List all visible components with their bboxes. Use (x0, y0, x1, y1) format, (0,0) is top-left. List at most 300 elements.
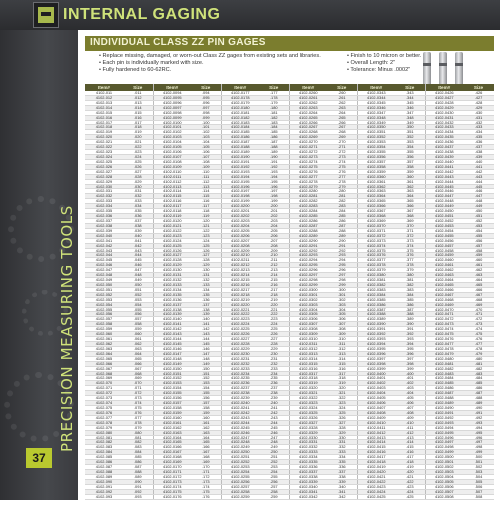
size-cell: .239 (259, 396, 289, 401)
item-number-cell: 4102-0316 (289, 366, 327, 371)
size-cell: .312 (327, 346, 357, 351)
size-cell: .361 (395, 179, 425, 184)
table-body (85, 91, 494, 499)
size-cell: .346 (395, 105, 425, 110)
size-cell: .256 (259, 479, 289, 484)
item-number-cell: 4102-034 (85, 204, 123, 209)
item-number-cell: 4102-0280 (289, 189, 327, 194)
item-number-cell: 4102-0412 (357, 430, 395, 435)
size-cell: .134 (191, 287, 221, 292)
size-cell: .243 (259, 415, 289, 420)
size-cell: .265 (327, 115, 357, 120)
size-cell: .354 (395, 145, 425, 150)
size-cell: .399 (395, 366, 425, 371)
item-number-cell: 4102-0396 (357, 351, 395, 356)
size-cell: .149 (191, 361, 221, 366)
item-number-cell: 4102-0449 (425, 204, 463, 209)
item-number-cell: 4102-067 (85, 366, 123, 371)
item-number-cell: 4102-0499 (425, 450, 463, 455)
size-cell: .222 (259, 312, 289, 317)
size-cell: .364 (395, 194, 425, 199)
size-cell: .473 (463, 322, 494, 327)
item-number-cell: 4102-0120 (153, 218, 191, 223)
item-number-cell: 4102-0185 (221, 130, 259, 135)
item-number-cell: 4102-0287 (289, 223, 327, 228)
size-cell: .151 (191, 371, 221, 376)
size-cell: .172 (191, 474, 221, 479)
item-number-cell: 4102-0243 (221, 415, 259, 420)
item-number-cell: 4102-055 (85, 307, 123, 312)
size-cell: .254 (259, 469, 289, 474)
item-number-cell: 4102-0214 (221, 273, 259, 278)
size-cell: .504 (463, 474, 494, 479)
size-cell: .189 (259, 150, 289, 155)
size-cell: .079 (123, 425, 153, 430)
item-number-cell: 4102-0226 (221, 332, 259, 337)
item-number-cell: 4102-0311 (289, 342, 327, 347)
size-cell: .047 (123, 268, 153, 273)
size-cell: .289 (327, 233, 357, 238)
size-cell: .303 (327, 302, 357, 307)
item-number-cell: 4102-0446 (425, 189, 463, 194)
size-cell: .219 (259, 297, 289, 302)
size-cell: .262 (327, 100, 357, 105)
item-number-cell: 4102-030 (85, 184, 123, 189)
size-cell: .045 (123, 258, 153, 263)
size-cell: .335 (327, 460, 357, 465)
item-number-cell: 4102-0205 (221, 228, 259, 233)
item-number-cell: 4102-0392 (357, 332, 395, 337)
size-cell: .030 (123, 184, 153, 189)
item-number-cell: 4102-083 (85, 445, 123, 450)
item-number-cell: 4102-042 (85, 243, 123, 248)
size-cell: .288 (327, 228, 357, 233)
item-number-cell: 4102-0115 (153, 194, 191, 199)
size-cell: .439 (463, 154, 494, 159)
item-number-cell: 4102-021 (85, 140, 123, 145)
size-cell: .057 (123, 317, 153, 322)
size-cell: .236 (259, 381, 289, 386)
size-cell: .315 (327, 361, 357, 366)
size-cell: .042 (123, 243, 153, 248)
item-number-cell: 4102-089 (85, 474, 123, 479)
item-number-cell: 4102-0266 (289, 120, 327, 125)
size-cell: .390 (395, 322, 425, 327)
item-number-cell: 4102-0128 (153, 258, 191, 263)
size-cell: .343 (395, 91, 425, 95)
size-cell: .345 (395, 100, 425, 105)
size-cell: .438 (463, 150, 494, 155)
item-number-cell: 4102-0179 (221, 100, 259, 105)
item-number-cell: 4102-0434 (425, 130, 463, 135)
item-number-cell: 4102-0451 (425, 214, 463, 219)
item-number-cell: 4102-0191 (221, 159, 259, 164)
size-cell: .326 (327, 415, 357, 420)
size-cell: .294 (327, 258, 357, 263)
item-number-cell: 4102-0282 (289, 199, 327, 204)
size-cell: .437 (463, 145, 494, 150)
size-cell: .466 (463, 287, 494, 292)
size-cell: .071 (123, 386, 153, 391)
item-number-cell: 4102-013 (85, 100, 123, 105)
size-cell: .487 (463, 391, 494, 396)
size-cell: .460 (463, 258, 494, 263)
item-number-cell: 4102-0355 (357, 150, 395, 155)
item-number-cell: 4102-0432 (425, 120, 463, 125)
item-number-cell: 4102-052 (85, 292, 123, 297)
item-number-cell: 4102-0435 (425, 135, 463, 140)
header (0, 0, 500, 30)
item-number-cell: 4102-0394 (357, 342, 395, 347)
size-cell: .503 (463, 469, 494, 474)
item-number-cell: 4102-0129 (153, 263, 191, 268)
item-number-cell: 4102-0485 (425, 381, 463, 386)
size-cell: .194 (259, 174, 289, 179)
item-number-cell: 4102-0196 (221, 184, 259, 189)
item-number-cell: 4102-0306 (289, 317, 327, 322)
column-header-size: Size (123, 84, 153, 91)
item-number-cell: 4102-0433 (425, 125, 463, 130)
item-number-cell: 4102-0501 (425, 460, 463, 465)
size-cell: .341 (327, 489, 357, 494)
item-number-cell: 4102-0437 (425, 145, 463, 150)
size-cell: .458 (463, 248, 494, 253)
item-number-cell: 4102-0151 (153, 371, 191, 376)
size-cell: .380 (395, 273, 425, 278)
size-cell: .367 (395, 209, 425, 214)
item-number-cell: 4102-0319 (289, 381, 327, 386)
item-number-cell: 4102-0133 (153, 282, 191, 287)
item-number-cell: 4102-0344 (357, 95, 395, 100)
item-number-cell: 4102-0103 (153, 135, 191, 140)
size-cell: .302 (327, 297, 357, 302)
size-cell: .112 (191, 179, 221, 184)
size-cell: .327 (327, 420, 357, 425)
item-number-cell: 4102-0420 (357, 469, 395, 474)
item-number-cell: 4102-0427 (425, 95, 463, 100)
item-number-cell: 4102-0417 (357, 455, 395, 460)
item-number-cell: 4102-0138 (153, 307, 191, 312)
item-number-cell: 4102-0323 (289, 401, 327, 406)
size-cell: .443 (463, 174, 494, 179)
item-number-cell: 4102-0187 (221, 140, 259, 145)
item-number-cell: 4102-0431 (425, 115, 463, 120)
size-cell: .360 (395, 174, 425, 179)
size-cell: .196 (259, 184, 289, 189)
item-number-cell: 4102-077 (85, 415, 123, 420)
size-cell: .209 (259, 248, 289, 253)
item-number-cell: 4102-0414 (357, 440, 395, 445)
item-number-cell: 4102-054 (85, 302, 123, 307)
item-number-cell: 4102-0368 (357, 214, 395, 219)
item-number-cell: 4102-036 (85, 214, 123, 219)
size-cell: .109 (191, 164, 221, 169)
item-number-cell: 4102-0484 (425, 376, 463, 381)
size-cell: .507 (463, 489, 494, 494)
size-cell: .015 (123, 110, 153, 115)
size-cell: .234 (259, 371, 289, 376)
size-cell: .263 (327, 105, 357, 110)
item-number-cell: 4102-0232 (221, 361, 259, 366)
column-header-size: Size (395, 84, 425, 91)
size-cell: .207 (259, 238, 289, 243)
size-cell: .220 (259, 302, 289, 307)
size-cell: .378 (395, 263, 425, 268)
item-number-cell: 4102-0406 (357, 401, 395, 406)
item-number-cell: 4102-0137 (153, 302, 191, 307)
logo-icon (33, 2, 59, 28)
size-cell: .133 (191, 282, 221, 287)
item-number-cell: 4102-064 (85, 351, 123, 356)
size-cell: .457 (463, 243, 494, 248)
item-number-cell: 4102-0487 (425, 391, 463, 396)
item-number-cell: 4102-0256 (221, 479, 259, 484)
size-cell: .094 (191, 91, 221, 95)
item-number-cell: 4102-058 (85, 322, 123, 327)
size-cell: .120 (191, 218, 221, 223)
size-cell: .176 (191, 494, 221, 499)
item-number-cell: 4102-0356 (357, 154, 395, 159)
item-number-cell: 4102-0229 (221, 346, 259, 351)
item-number-cell: 4102-0276 (289, 169, 327, 174)
size-cell: .102 (191, 130, 221, 135)
size-cell: .174 (191, 484, 221, 489)
column-header-item: Item# (425, 84, 463, 91)
item-number-cell: 4102-035 (85, 209, 123, 214)
size-cell: .469 (463, 302, 494, 307)
column-header-item: Item# (357, 84, 395, 91)
size-cell: .372 (395, 233, 425, 238)
item-number-cell: 4102-0297 (289, 273, 327, 278)
item-number-cell: 4102-0233 (221, 366, 259, 371)
item-number-cell: 4102-0500 (425, 455, 463, 460)
item-number-cell: 4102-0259 (221, 494, 259, 499)
column-header-size: Size (191, 84, 221, 91)
size-cell: .084 (123, 450, 153, 455)
item-number-cell: 4102-0144 (153, 337, 191, 342)
size-cell: .456 (463, 238, 494, 243)
item-number-cell: 4102-0462 (425, 268, 463, 273)
item-number-cell: 4102-0294 (289, 258, 327, 263)
item-number-cell: 4102-0494 (425, 425, 463, 430)
size-cell: .277 (327, 174, 357, 179)
item-number-cell: 4102-0173 (153, 479, 191, 484)
size-cell: .086 (123, 460, 153, 465)
size-cell: .224 (259, 322, 289, 327)
size-cell: .407 (395, 406, 425, 411)
column-header-item: Item# (153, 84, 191, 91)
size-cell: .247 (259, 435, 289, 440)
size-cell: .339 (327, 479, 357, 484)
size-cell: .054 (123, 302, 153, 307)
item-number-cell: 4102-0261 (289, 95, 327, 100)
item-number-cell: 4102-0353 (357, 140, 395, 145)
size-cell: .453 (463, 223, 494, 228)
size-cell: .200 (259, 204, 289, 209)
size-cell: .135 (191, 292, 221, 297)
item-number-cell: 4102-0504 (425, 474, 463, 479)
size-cell: .022 (123, 145, 153, 150)
item-number-cell: 4102-0204 (221, 223, 259, 228)
size-cell: .240 (259, 401, 289, 406)
size-cell: .097 (191, 105, 221, 110)
size-cell: .179 (259, 100, 289, 105)
size-cell: .065 (123, 356, 153, 361)
size-cell: .445 (463, 184, 494, 189)
size-cell: .191 (259, 159, 289, 164)
item-number-cell: 4102-0285 (289, 214, 327, 219)
item-number-cell: 4102-0164 (153, 435, 191, 440)
size-cell: .471 (463, 312, 494, 317)
size-cell: .027 (123, 169, 153, 174)
size-cell: .484 (463, 376, 494, 381)
size-cell: .034 (123, 204, 153, 209)
item-number-cell: 4102-041 (85, 238, 123, 243)
item-number-cell: 4102-0203 (221, 218, 259, 223)
item-number-cell: 4102-0109 (153, 164, 191, 169)
item-number-cell: 4102-0289 (289, 233, 327, 238)
item-number-cell: 4102-0135 (153, 292, 191, 297)
size-cell: .324 (327, 406, 357, 411)
item-number-cell: 4102-0468 (425, 297, 463, 302)
page-number: 37 (26, 448, 52, 468)
item-number-cell: 4102-082 (85, 440, 123, 445)
item-number-cell: 4102-0377 (357, 258, 395, 263)
size-cell: .465 (463, 282, 494, 287)
size-cell: .405 (395, 396, 425, 401)
item-number-cell: 4102-0301 (289, 292, 327, 297)
size-cell: .301 (327, 292, 357, 297)
item-number-cell: 4102-070 (85, 381, 123, 386)
item-number-cell: 4102-0212 (221, 263, 259, 268)
item-number-cell: 4102-0395 (357, 346, 395, 351)
item-number-cell: 4102-0461 (425, 263, 463, 268)
size-cell: .140 (191, 317, 221, 322)
size-cell: .122 (191, 228, 221, 233)
size-cell: .459 (463, 253, 494, 258)
size-cell: .501 (463, 460, 494, 465)
size-cell: .160 (191, 415, 221, 420)
item-number-cell: 4102-0397 (357, 356, 395, 361)
size-cell: .104 (191, 140, 221, 145)
item-number-cell: 4102-0314 (289, 356, 327, 361)
item-number-cell: 4102-026 (85, 164, 123, 169)
item-number-cell: 4102-0350 (357, 125, 395, 130)
item-number-cell: 4102-0326 (289, 415, 327, 420)
item-number-cell: 4102-0161 (153, 420, 191, 425)
item-number-cell: 4102-0202 (221, 214, 259, 219)
size-cell: .227 (259, 337, 289, 342)
item-number-cell: 4102-020 (85, 135, 123, 140)
size-cell: .185 (259, 130, 289, 135)
size-cell: .388 (395, 312, 425, 317)
size-cell: .442 (463, 169, 494, 174)
size-cell: .011 (123, 91, 153, 95)
item-number-cell: 4102-0450 (425, 209, 463, 214)
size-cell: .382 (395, 282, 425, 287)
item-number-cell: 4102-015 (85, 110, 123, 115)
item-number-cell: 4102-0268 (289, 130, 327, 135)
item-number-cell: 4102-0114 (153, 189, 191, 194)
size-cell: .283 (327, 204, 357, 209)
item-number-cell: 4102-0410 (357, 420, 395, 425)
size-cell: .349 (395, 120, 425, 125)
size-cell: .154 (191, 386, 221, 391)
item-number-cell: 4102-0270 (289, 140, 327, 145)
size-cell: .132 (191, 278, 221, 283)
size-cell: .485 (463, 381, 494, 386)
size-cell: .186 (259, 135, 289, 140)
size-cell: .096 (191, 100, 221, 105)
size-cell: .483 (463, 371, 494, 376)
column-header-size: Size (259, 84, 289, 91)
item-number-cell: 4102-0199 (221, 199, 259, 204)
item-number-cell: 4102-0447 (425, 194, 463, 199)
item-number-cell: 4102-0387 (357, 307, 395, 312)
size-cell: .396 (395, 351, 425, 356)
size-cell: .379 (395, 268, 425, 273)
item-number-cell: 4102-0279 (289, 184, 327, 189)
item-number-cell: 4102-0238 (221, 391, 259, 396)
item-number-cell: 4102-0477 (425, 342, 463, 347)
size-cell: .070 (123, 381, 153, 386)
item-number-cell: 4102-0383 (357, 287, 395, 292)
size-cell: .400 (395, 371, 425, 376)
size-cell: .158 (191, 406, 221, 411)
item-number-cell: 4102-060 (85, 332, 123, 337)
item-number-cell: 4102-0385 (357, 297, 395, 302)
item-number-cell: 4102-0473 (425, 322, 463, 327)
size-cell: .231 (259, 356, 289, 361)
size-cell: .450 (463, 209, 494, 214)
item-number-cell: 4102-0334 (289, 455, 327, 460)
item-number-cell: 4102-0142 (153, 327, 191, 332)
size-cell: .482 (463, 366, 494, 371)
item-number-cell: 4102-0194 (221, 174, 259, 179)
item-number-cell: 4102-028 (85, 174, 123, 179)
size-cell: .165 (191, 440, 221, 445)
size-cell: .269 (327, 135, 357, 140)
size-cell: .019 (123, 130, 153, 135)
size-cell: .237 (259, 386, 289, 391)
item-number-cell: 4102-0489 (425, 401, 463, 406)
item-number-cell: 4102-0463 (425, 273, 463, 278)
size-cell: .029 (123, 179, 153, 184)
item-number-cell: 4102-0193 (221, 169, 259, 174)
item-number-cell: 4102-0360 (357, 174, 395, 179)
size-cell: .197 (259, 189, 289, 194)
size-cell: .412 (395, 430, 425, 435)
size-cell: .356 (395, 154, 425, 159)
size-cell: .023 (123, 150, 153, 155)
table-header-row (85, 84, 494, 91)
size-cell: .449 (463, 204, 494, 209)
size-cell: .423 (395, 484, 425, 489)
item-number-cell: 4102-084 (85, 450, 123, 455)
item-number-cell: 4102-0452 (425, 218, 463, 223)
item-number-cell: 4102-0182 (221, 115, 259, 120)
size-cell: .320 (327, 386, 357, 391)
item-number-cell: 4102-0107 (153, 154, 191, 159)
size-cell: .169 (191, 460, 221, 465)
size-cell: .270 (327, 140, 357, 145)
item-number-cell: 4102-0354 (357, 145, 395, 150)
item-number-cell: 4102-0177 (221, 91, 259, 95)
item-number-cell: 4102-0506 (425, 484, 463, 489)
size-cell: .397 (395, 356, 425, 361)
size-cell: .058 (123, 322, 153, 327)
pin-gage-table (85, 84, 494, 508)
